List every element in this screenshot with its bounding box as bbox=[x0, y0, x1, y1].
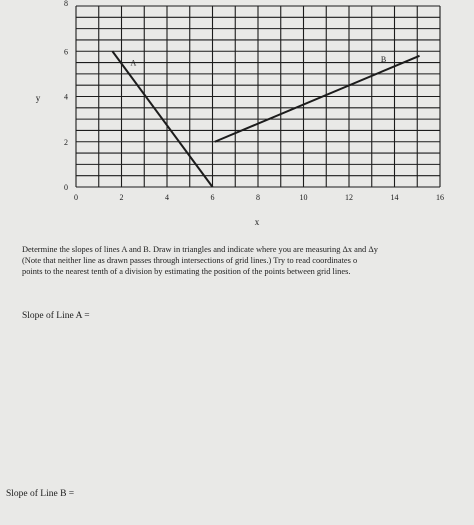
instructions-line-2: (Note that neither line as drawn passes through intersections of grid lines.) Try to read coordinates o bbox=[22, 255, 358, 265]
slope-line-a-prompt: Slope of Line A = bbox=[22, 311, 90, 321]
x-tick-label: 12 bbox=[345, 193, 353, 202]
x-tick-label: 10 bbox=[299, 193, 308, 202]
slope-line-b-prompt: Slope of Line B = bbox=[6, 489, 75, 499]
y-tick-label: 6 bbox=[64, 47, 68, 57]
x-tick-label: 0 bbox=[74, 193, 78, 202]
instructions-line-1: Determine the slopes of lines A and B. Draw in triangles and indicate where you are measuring Δx and Δy bbox=[22, 245, 378, 254]
x-tick-label: 8 bbox=[256, 193, 260, 202]
instructions bbox=[22, 245, 474, 277]
x-tick-label: 6 bbox=[210, 193, 215, 202]
x-axis-ticks bbox=[74, 193, 444, 202]
x-tick-label: 14 bbox=[390, 193, 399, 202]
y-axis-label: y bbox=[35, 93, 41, 103]
grid bbox=[76, 6, 440, 187]
instructions-line-3: points to the nearest tenth of a division by estimating the position of the points between grid lines. bbox=[22, 266, 351, 276]
x-tick-label: 16 bbox=[436, 193, 444, 202]
line-b bbox=[215, 56, 420, 142]
x-axis-label: x bbox=[254, 217, 260, 227]
y-axis-ticks bbox=[64, 0, 68, 192]
x-tick-label: 4 bbox=[165, 193, 169, 202]
y-tick-label: 4 bbox=[64, 92, 68, 102]
y-tick-label: 8 bbox=[64, 0, 68, 8]
graph bbox=[0, 0, 474, 235]
line-a-label: A bbox=[130, 58, 137, 68]
x-tick-label: 2 bbox=[119, 193, 124, 202]
y-tick-label: 2 bbox=[64, 137, 68, 147]
line-b-label: B bbox=[380, 54, 387, 64]
y-tick-label: 0 bbox=[64, 183, 68, 192]
